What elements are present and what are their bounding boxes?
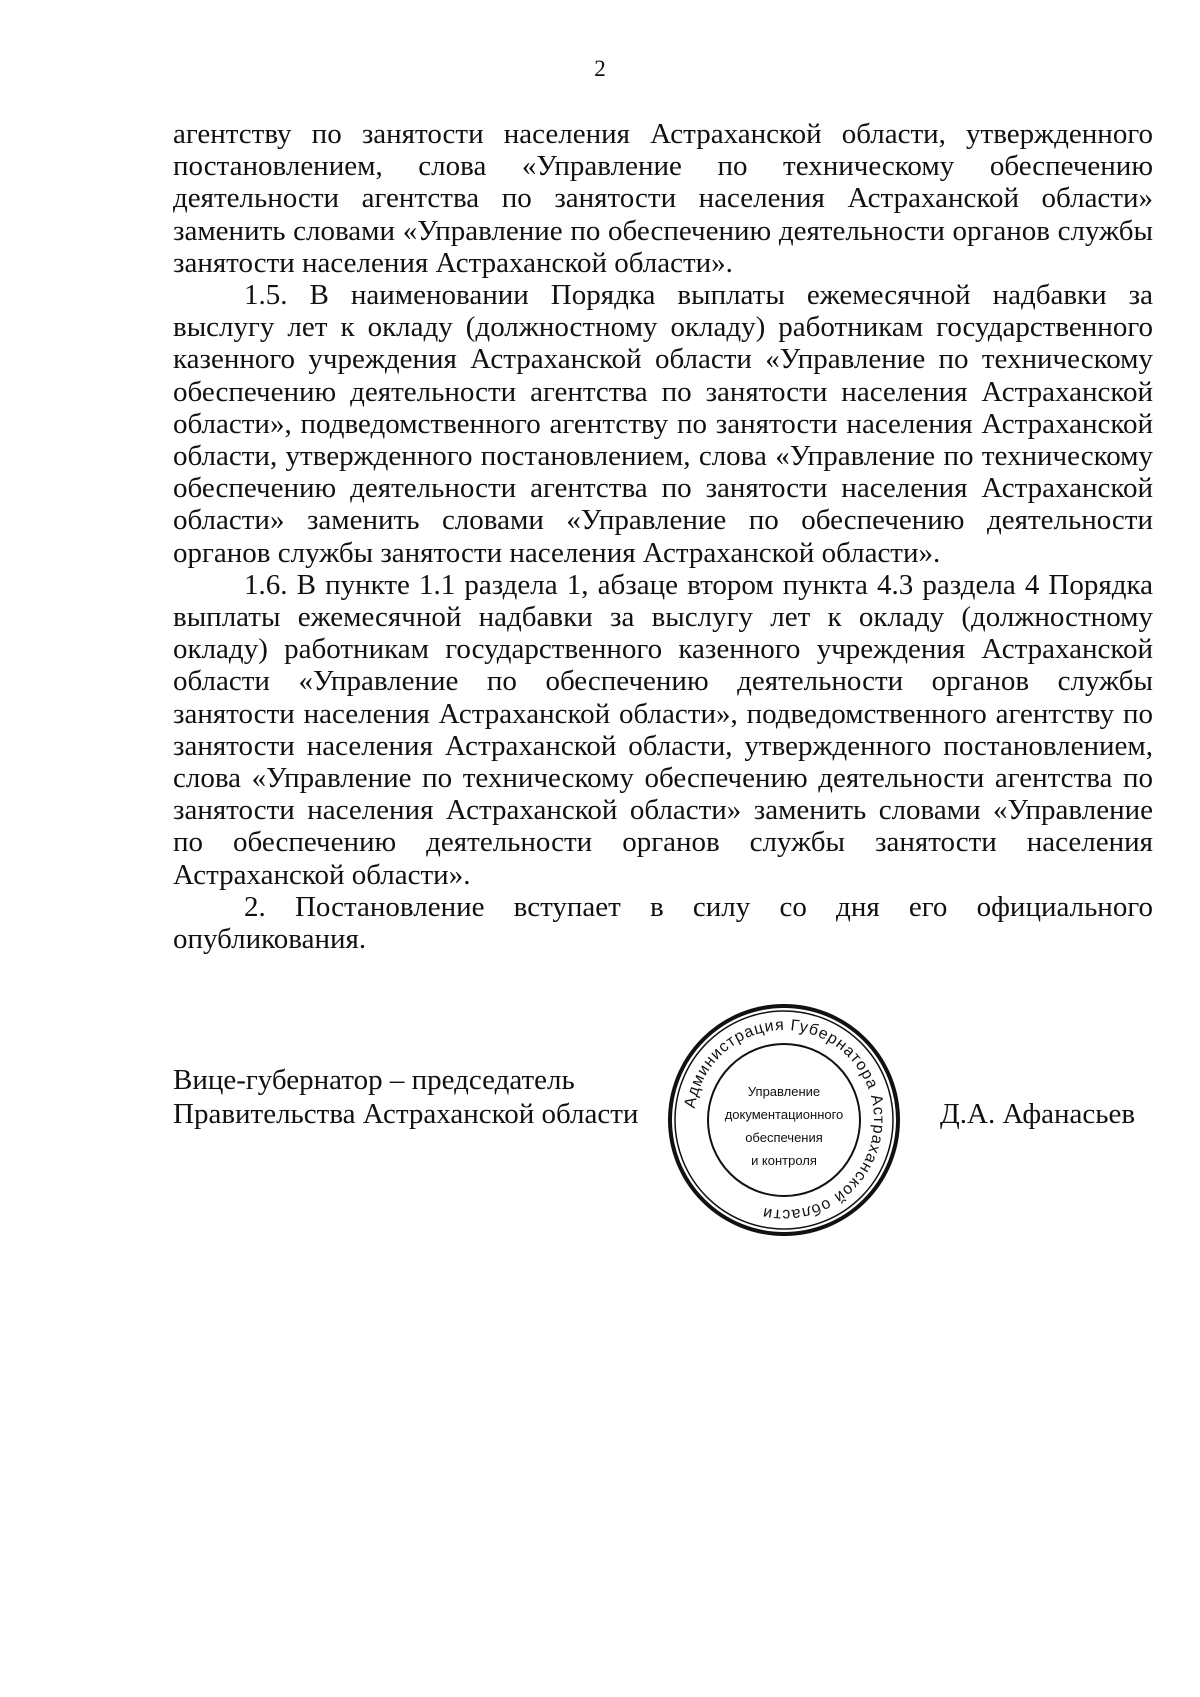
stamp-inner-line-4: и контроля <box>751 1153 817 1168</box>
paragraph-2: 2. Постановление вступает в силу со дня его официального опубликования. <box>173 890 1153 956</box>
paragraph-1-6: 1.6. В пункте 1.1 раздела 1, абзаце втором пункта 4.3 раздела 4 Порядка выплаты ежемесячной надбавки за выслугу лет к окладу (должностному окладу) работникам государственного казенного учреждения Астраханской области «Управление по обеспечению деятельности органов службы занятости населения Астраханской области», подведомственного агентству по занятости населения Астраханской области, утвержденного постановлением, слова «Управление по техническому обеспечению деятельности агентства по занятости населения Астраханской области» заменить словами «Управление по обеспечению деятельности органов службы занятости населения Астраханской области». <box>173 568 1153 891</box>
signatory-name: Д.А. Афанасьев <box>940 1098 1136 1130</box>
stamp-seal-icon <box>664 1000 904 1240</box>
document-body <box>173 118 1153 955</box>
signatory-position-line-2: Правительства Астраханской области <box>173 1098 639 1130</box>
paragraph-1-5: 1.5. В наименовании Порядка выплаты ежемесячной надбавки за выслугу лет к окладу (должностному окладу) работникам государственного казенного учреждения Астраханской области «Управление по техническому обеспечению деятельности агентства по занятости населения Астраханской области», подведомственного агентству по занятости населения Астраханской области, утвержденного постановлением, слова «Управление по техническому обеспечению деятельности агентства по занятости населения Астраханской области» заменить словами «Управление по обеспечению деятельности органов службы занятости населения Астраханской области». <box>173 279 1153 569</box>
stamp-inner-line-2: документационного <box>724 1107 844 1122</box>
stamp-inner-line-1: Управление <box>747 1084 821 1099</box>
stamp-inner-line-3: обеспечения <box>745 1130 823 1145</box>
official-stamp <box>664 1000 904 1240</box>
paragraph-continuation: агентству по занятости населения Астраханской области, утвержденного постановлением, слова «Управление по техническому обеспечению деятельности агентства по занятости населения Астраханской области» заменить словами «Управление по обеспечению деятельности органов службы занятости населения Астраханской области». <box>173 118 1153 279</box>
page-number: 2 <box>594 56 606 81</box>
stamp-outer-text: Администрация Губернатора Астраханской области <box>681 1016 888 1224</box>
signatory-position-line-1: Вице-губернатор – председатель <box>173 1064 575 1096</box>
signatory-position <box>173 1063 638 1131</box>
